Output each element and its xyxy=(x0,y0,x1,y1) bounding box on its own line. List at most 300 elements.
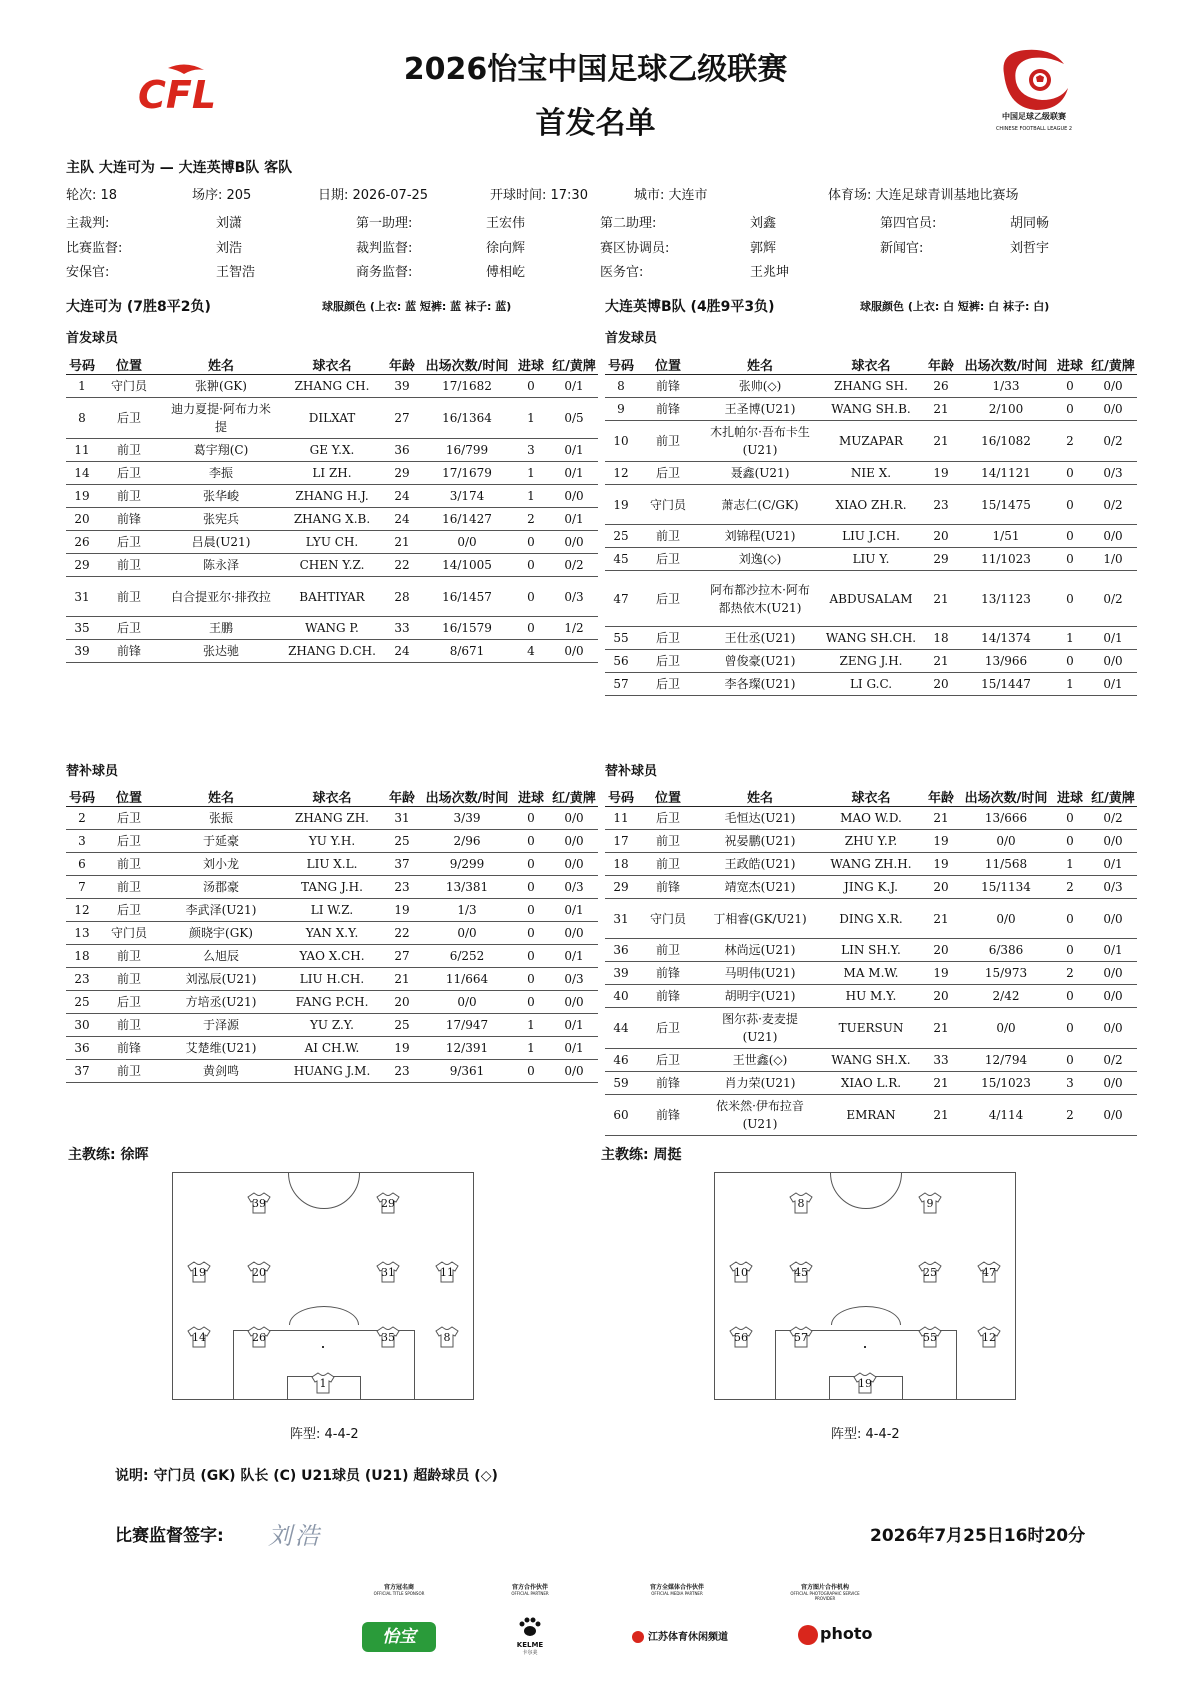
table-cell: 45 xyxy=(605,548,637,571)
table-cell: ZHANG ZH. xyxy=(282,807,382,830)
table-cell: 21 xyxy=(921,571,961,627)
table-cell: 3/39 xyxy=(422,807,512,830)
table-cell: 0 xyxy=(1051,398,1089,421)
table-row xyxy=(66,1014,598,1037)
shirt-number: 10 xyxy=(734,1266,748,1279)
table-row xyxy=(605,571,1137,627)
table-cell: 19 xyxy=(921,853,961,876)
table-cell: 11 xyxy=(66,439,98,462)
table-cell: 14 xyxy=(66,462,98,485)
table-row xyxy=(66,640,598,663)
column-header: 年龄 xyxy=(921,786,961,807)
home-subs-heading: 替补球员 xyxy=(66,764,119,779)
table-cell: 迪力夏提·阿布力米提 xyxy=(160,398,282,439)
table-cell: 0/0 xyxy=(1089,830,1137,853)
sponsor-tier: 官方全媒体合作伙伴 xyxy=(649,1584,704,1591)
table-cell: 0 xyxy=(512,830,550,853)
table-cell: 60 xyxy=(605,1095,637,1136)
table-cell: 19 xyxy=(921,962,961,985)
table-cell: CHEN Y.Z. xyxy=(282,554,382,577)
table-cell: 0 xyxy=(1051,548,1089,571)
table-cell: 57 xyxy=(605,673,637,696)
table-row xyxy=(66,991,598,1014)
table-cell: 前锋 xyxy=(637,876,699,899)
table-cell: 29 xyxy=(605,876,637,899)
table-cell: 1/33 xyxy=(961,375,1051,398)
table-cell: 前锋 xyxy=(637,375,699,398)
home-starters-heading: 首发球员 xyxy=(66,331,119,346)
shirt-number: 29 xyxy=(381,1197,395,1210)
official-label: 赛区协调员: xyxy=(600,241,670,256)
table-cell: 9 xyxy=(605,398,637,421)
player-shirt-icon xyxy=(977,1261,1001,1283)
shirt-number: 57 xyxy=(794,1331,808,1344)
table-cell: LI W.Z. xyxy=(282,899,382,922)
table-cell: 25 xyxy=(382,830,422,853)
home-kit-colors: 球服颜色 (上衣: 蓝 短裤: 蓝 袜子: 蓝) xyxy=(322,300,512,313)
table-cell: 0/0 xyxy=(1089,375,1137,398)
table-cell: 依米然·伊布拉音(U21) xyxy=(699,1095,821,1136)
center-circle xyxy=(830,1172,902,1209)
table-cell: 39 xyxy=(382,375,422,398)
column-header: 进球 xyxy=(1051,354,1089,375)
table-cell: 47 xyxy=(605,571,637,627)
table-cell: 后卫 xyxy=(637,627,699,650)
table-cell: EMRAN xyxy=(821,1095,921,1136)
table-cell: 22 xyxy=(382,554,422,577)
table-cell: MA M.W. xyxy=(821,962,921,985)
official-label: 商务监督: xyxy=(356,265,413,280)
table-cell: 27 xyxy=(382,945,422,968)
table-cell: 0/1 xyxy=(1089,939,1137,962)
table-cell: 0/3 xyxy=(1089,876,1137,899)
player-shirt-icon xyxy=(247,1326,271,1348)
table-row xyxy=(605,939,1137,962)
table-cell: 前卫 xyxy=(637,939,699,962)
player-shirt-icon xyxy=(311,1372,335,1394)
shirt-number: 31 xyxy=(381,1266,395,1279)
table-cell: 0/1 xyxy=(550,1014,598,1037)
league-logo-caption-en: CHINESE FOOTBALL LEAGUE 2 xyxy=(995,126,1073,132)
official-label: 第二助理: xyxy=(600,216,657,231)
column-header: 球衣名 xyxy=(821,354,921,375)
table-cell: 20 xyxy=(921,525,961,548)
table-cell: 前卫 xyxy=(98,853,160,876)
official-name: 胡同畅 xyxy=(1010,216,1050,231)
official-name: 徐向辉 xyxy=(486,241,526,256)
table-cell: 3 xyxy=(66,830,98,853)
table-cell: 后卫 xyxy=(637,1008,699,1049)
table-cell: WANG SH.B. xyxy=(821,398,921,421)
table-cell: 胡明宇(U21) xyxy=(699,985,821,1008)
table-cell: 36 xyxy=(382,439,422,462)
table-cell: 16/1364 xyxy=(422,398,512,439)
shirt-number: 9 xyxy=(926,1197,934,1210)
table-cell: 21 xyxy=(382,968,422,991)
table-cell: WANG SH.X. xyxy=(821,1049,921,1072)
official-name: 刘哲宇 xyxy=(1010,241,1050,256)
table-cell: ZHANG D.CH. xyxy=(282,640,382,663)
shirt-number: 39 xyxy=(252,1197,266,1210)
table-cell: 37 xyxy=(382,853,422,876)
table-cell: LIU J.CH. xyxy=(821,525,921,548)
player-shirt-icon xyxy=(789,1192,813,1214)
table-cell: 于泽源 xyxy=(160,1014,282,1037)
table-cell: YAN X.Y. xyxy=(282,922,382,945)
table-cell: 29 xyxy=(921,548,961,571)
official-label: 比赛监督: xyxy=(66,241,123,256)
table-cell: 2 xyxy=(1051,876,1089,899)
table-cell: 40 xyxy=(605,985,637,1008)
table-cell: 王仕丞(U21) xyxy=(699,627,821,650)
info-kickoff: 开球时间: 17:30 xyxy=(490,188,588,203)
icphoto-logo xyxy=(798,1624,872,1645)
table-row xyxy=(66,945,598,968)
table-cell: 曾俊豪(U21) xyxy=(699,650,821,673)
table-cell: 31 xyxy=(605,899,637,939)
official-name: 王智浩 xyxy=(216,265,256,280)
shirt-number: 11 xyxy=(440,1266,454,1279)
table-cell: 前卫 xyxy=(98,1060,160,1083)
table-cell: 前卫 xyxy=(98,485,160,508)
table-cell: 6 xyxy=(66,853,98,876)
official-name: 刘浩 xyxy=(216,241,243,256)
player-shirt-icon xyxy=(977,1326,1001,1348)
table-cell: 15/973 xyxy=(961,962,1051,985)
table-cell: 21 xyxy=(921,899,961,939)
table-cell: LI G.C. xyxy=(821,673,921,696)
table-cell: 张翀(GK) xyxy=(160,375,282,398)
table-cell: 0 xyxy=(512,853,550,876)
table-cell: 颜晓宇(GK) xyxy=(160,922,282,945)
league-logo xyxy=(990,44,1078,134)
table-cell: 后卫 xyxy=(637,650,699,673)
table-cell: 0/0 xyxy=(1089,985,1137,1008)
table-row xyxy=(66,398,598,439)
table-cell: 6/252 xyxy=(422,945,512,968)
table-cell: 0/3 xyxy=(550,968,598,991)
table-cell: 2 xyxy=(1051,962,1089,985)
shirt-number: 1 xyxy=(319,1377,327,1390)
table-cell: 21 xyxy=(921,1095,961,1136)
table-cell: 王圣博(U21) xyxy=(699,398,821,421)
table-cell: ZHANG CH. xyxy=(282,375,382,398)
jiangsu-mark-icon xyxy=(632,1631,644,1643)
official-name: 王宏伟 xyxy=(486,216,526,231)
table-cell: 后卫 xyxy=(98,830,160,853)
table-cell: 0/0 xyxy=(961,1008,1051,1049)
table-cell: 萧志仁(C/GK) xyxy=(699,485,821,525)
player-shirt-icon xyxy=(376,1326,400,1348)
table-cell: 0/0 xyxy=(1089,1072,1137,1095)
table-cell: WANG P. xyxy=(282,617,382,640)
table-cell: 25 xyxy=(382,1014,422,1037)
table-cell: 18 xyxy=(66,945,98,968)
player-shirt-icon xyxy=(435,1326,459,1348)
table-cell: 后卫 xyxy=(98,617,160,640)
table-cell: 前锋 xyxy=(98,508,160,531)
player-shirt-icon xyxy=(918,1192,942,1214)
signature-image: 刘浩 xyxy=(268,1522,322,1550)
table-cell: 31 xyxy=(66,577,98,617)
table-cell: 33 xyxy=(382,617,422,640)
table-cell: 守门员 xyxy=(637,899,699,939)
paw-icon xyxy=(518,1617,542,1637)
table-cell: 2/96 xyxy=(422,830,512,853)
table-cell: 18 xyxy=(605,853,637,876)
official-label: 第四官员: xyxy=(880,216,937,231)
player-shirt-icon xyxy=(247,1192,271,1214)
table-cell: 0 xyxy=(1051,939,1089,962)
table-row xyxy=(605,650,1137,673)
table-cell: 前锋 xyxy=(98,640,160,663)
page-subtitle: 首发名单 xyxy=(535,106,656,141)
table-cell: XIAO L.R. xyxy=(821,1072,921,1095)
table-cell: 20 xyxy=(921,939,961,962)
table-cell: 15/1447 xyxy=(961,673,1051,696)
column-header: 姓名 xyxy=(160,354,282,375)
sponsor-tier-en: OFFICIAL PHOTOGRAPHIC SERVICE PROVIDER xyxy=(790,1591,860,1601)
table-cell: 24 xyxy=(382,485,422,508)
table-cell: 李各璨(U21) xyxy=(699,673,821,696)
table-cell: 8/671 xyxy=(422,640,512,663)
column-header: 进球 xyxy=(1051,786,1089,807)
table-cell: 0/0 xyxy=(961,899,1051,939)
shirt-number: 14 xyxy=(192,1331,206,1344)
table-cell: 27 xyxy=(382,398,422,439)
table-cell: 15/1023 xyxy=(961,1072,1051,1095)
table-cell: 0/2 xyxy=(1089,485,1137,525)
table-cell: 1/0 xyxy=(1089,548,1137,571)
table-cell: 18 xyxy=(921,627,961,650)
table-cell: 17/1679 xyxy=(422,462,512,485)
table-cell: 后卫 xyxy=(98,462,160,485)
table-cell: 2/42 xyxy=(961,985,1051,1008)
table-cell: 前卫 xyxy=(637,525,699,548)
table-cell: 3/174 xyxy=(422,485,512,508)
table-cell: 0/0 xyxy=(550,830,598,853)
legend-note: 说明: 守门员 (GK) 队长 (C) U21球员 (U21) 超龄球员 (◇) xyxy=(115,1468,498,1484)
table-row xyxy=(605,462,1137,485)
table-cell: 1 xyxy=(512,1014,550,1037)
table-cell: 0/3 xyxy=(550,577,598,617)
table-cell: 17 xyxy=(605,830,637,853)
table-cell: 0/0 xyxy=(1089,525,1137,548)
jiangsu-logo-text: 江苏体育休闲频道 xyxy=(648,1632,728,1643)
table-cell: 0 xyxy=(512,531,550,554)
table-cell: 前锋 xyxy=(637,1095,699,1136)
table-cell: 张华峻 xyxy=(160,485,282,508)
yibao-logo: 怡宝 xyxy=(362,1622,436,1652)
table-cell: 1/2 xyxy=(550,617,598,640)
table-cell: 葛宇翔(C) xyxy=(160,439,282,462)
table-cell: 0/2 xyxy=(550,554,598,577)
table-cell: 0/1 xyxy=(550,439,598,462)
column-header: 位置 xyxy=(637,354,699,375)
column-header: 号码 xyxy=(66,786,98,807)
table-cell: 1/51 xyxy=(961,525,1051,548)
table-cell: 2/100 xyxy=(961,398,1051,421)
table-cell: 0 xyxy=(1051,375,1089,398)
table-cell: 前锋 xyxy=(637,398,699,421)
table-cell: 3 xyxy=(512,439,550,462)
table-cell: 祝晏鹏(U21) xyxy=(699,830,821,853)
table-row xyxy=(66,853,598,876)
table-cell: 林尚远(U21) xyxy=(699,939,821,962)
column-header: 球衣名 xyxy=(821,786,921,807)
table-cell: 44 xyxy=(605,1008,637,1049)
kelme-logo-text-cn: 卡尔美 xyxy=(522,1650,538,1656)
table-cell: BAHTIYAR xyxy=(282,577,382,617)
table-cell: 13/381 xyxy=(422,876,512,899)
table-row xyxy=(66,554,598,577)
table-cell: 后卫 xyxy=(98,531,160,554)
table-cell: 24 xyxy=(382,508,422,531)
column-header: 号码 xyxy=(605,354,637,375)
table-cell: 21 xyxy=(921,807,961,830)
table-cell: 15/1475 xyxy=(961,485,1051,525)
table-cell: 0/1 xyxy=(550,899,598,922)
info-stadium: 体育场: 大连足球青训基地比赛场 xyxy=(828,188,1019,203)
table-cell: 0/0 xyxy=(550,922,598,945)
table-cell: 16/1579 xyxy=(422,617,512,640)
table-cell: 0/1 xyxy=(550,508,598,531)
table-row xyxy=(66,899,598,922)
table-cell: 2 xyxy=(512,508,550,531)
table-row xyxy=(605,627,1137,650)
table-cell: JING K.J. xyxy=(821,876,921,899)
table-cell: 0/0 xyxy=(550,531,598,554)
signature-label: 比赛监督签字: xyxy=(115,1526,224,1546)
table-cell: 0 xyxy=(1051,462,1089,485)
table-cell: 前卫 xyxy=(98,439,160,462)
table-cell: 0 xyxy=(1051,650,1089,673)
table-cell: 后卫 xyxy=(637,673,699,696)
table-cell: 39 xyxy=(66,640,98,663)
shirt-number: 47 xyxy=(982,1266,996,1279)
table-cell: 1/3 xyxy=(422,899,512,922)
table-cell: 0 xyxy=(512,899,550,922)
table-cell: 20 xyxy=(66,508,98,531)
table-cell: 12 xyxy=(605,462,637,485)
table-cell: 1 xyxy=(66,375,98,398)
table-cell: 0/3 xyxy=(550,876,598,899)
table-cell: 0 xyxy=(512,577,550,617)
table-cell: 0/1 xyxy=(1089,673,1137,696)
table-cell: 0/0 xyxy=(550,991,598,1014)
table-cell: 0/1 xyxy=(550,1037,598,1060)
table-cell: 刘锦程(U21) xyxy=(699,525,821,548)
column-header: 球衣名 xyxy=(282,786,382,807)
column-header: 姓名 xyxy=(699,786,821,807)
table-cell: 4 xyxy=(512,640,550,663)
table-cell: ZHANG SH. xyxy=(821,375,921,398)
shirt-number: 35 xyxy=(381,1331,395,1344)
table-cell: 张宪兵 xyxy=(160,508,282,531)
table-cell: DING X.R. xyxy=(821,899,921,939)
away-coach: 主教练: 周挺 xyxy=(601,1147,682,1163)
table-cell: 艾楚维(U21) xyxy=(160,1037,282,1060)
table-cell: YAO X.CH. xyxy=(282,945,382,968)
table-cell: 后卫 xyxy=(637,1049,699,1072)
table-cell: 前卫 xyxy=(98,1014,160,1037)
table-cell: 9/299 xyxy=(422,853,512,876)
official-name: 刘潇 xyxy=(216,216,243,231)
table-row xyxy=(605,830,1137,853)
table-cell: LYU CH. xyxy=(282,531,382,554)
table-cell: 后卫 xyxy=(98,899,160,922)
table-row xyxy=(66,922,598,945)
table-cell: 13/966 xyxy=(961,650,1051,673)
table-row xyxy=(66,577,598,617)
official-label: 主裁判: xyxy=(66,216,110,231)
table-cell: 13 xyxy=(66,922,98,945)
column-header: 出场次数/时间 xyxy=(422,786,512,807)
table-cell: 11/568 xyxy=(961,853,1051,876)
table-cell: 17/1682 xyxy=(422,375,512,398)
table-cell: 靖宽杰(U21) xyxy=(699,876,821,899)
player-shirt-icon xyxy=(789,1326,813,1348)
table-cell: 19 xyxy=(921,830,961,853)
table-cell: 后卫 xyxy=(98,807,160,830)
away-starters-heading: 首发球员 xyxy=(605,331,658,346)
official-label: 安保官: xyxy=(66,265,110,280)
matchup: 主队 大连可为 — 大连英博B队 客队 xyxy=(66,160,293,176)
table-cell: 1 xyxy=(512,485,550,508)
table-cell: 13/1123 xyxy=(961,571,1051,627)
table-cell: 0 xyxy=(512,1060,550,1083)
table-cell: 23 xyxy=(66,968,98,991)
table-cell: 张达驰 xyxy=(160,640,282,663)
column-header: 红/黄牌 xyxy=(550,786,598,807)
home-formation-pitch xyxy=(172,1172,474,1400)
table-cell: 14/1374 xyxy=(961,627,1051,650)
table-cell: 前卫 xyxy=(637,421,699,462)
table-cell: LI ZH. xyxy=(282,462,382,485)
shirt-number: 12 xyxy=(982,1331,996,1344)
table-row xyxy=(605,525,1137,548)
official-label: 第一助理: xyxy=(356,216,413,231)
table-cell: 29 xyxy=(66,554,98,577)
table-cell: 17/947 xyxy=(422,1014,512,1037)
table-cell: 11/1023 xyxy=(961,548,1051,571)
table-cell: LIU H.CH. xyxy=(282,968,382,991)
table-cell: 0 xyxy=(512,807,550,830)
table-cell: 15/1134 xyxy=(961,876,1051,899)
table-row xyxy=(605,899,1137,939)
table-cell: 21 xyxy=(921,398,961,421)
sponsor-tier: 官方合作伙伴 xyxy=(511,1584,548,1591)
table-cell: 36 xyxy=(605,939,637,962)
sponsor-tier: 官方图片合作机构 xyxy=(800,1584,849,1591)
table-cell: 1 xyxy=(512,1037,550,1060)
table-cell: FANG P.CH. xyxy=(282,991,382,1014)
table-cell: 前锋 xyxy=(98,1037,160,1060)
table-cell: 前卫 xyxy=(637,853,699,876)
table-row xyxy=(605,548,1137,571)
table-cell: LIU Y. xyxy=(821,548,921,571)
table-cell: 守门员 xyxy=(637,485,699,525)
table-row xyxy=(605,1049,1137,1072)
column-header: 年龄 xyxy=(382,354,422,375)
table-cell: 前锋 xyxy=(637,962,699,985)
player-shirt-icon xyxy=(729,1261,753,1283)
table-cell: 0 xyxy=(1051,899,1089,939)
table-cell: 0 xyxy=(512,968,550,991)
table-row xyxy=(66,1060,598,1083)
table-cell: 刘小龙 xyxy=(160,853,282,876)
shirt-number: 19 xyxy=(858,1377,872,1390)
